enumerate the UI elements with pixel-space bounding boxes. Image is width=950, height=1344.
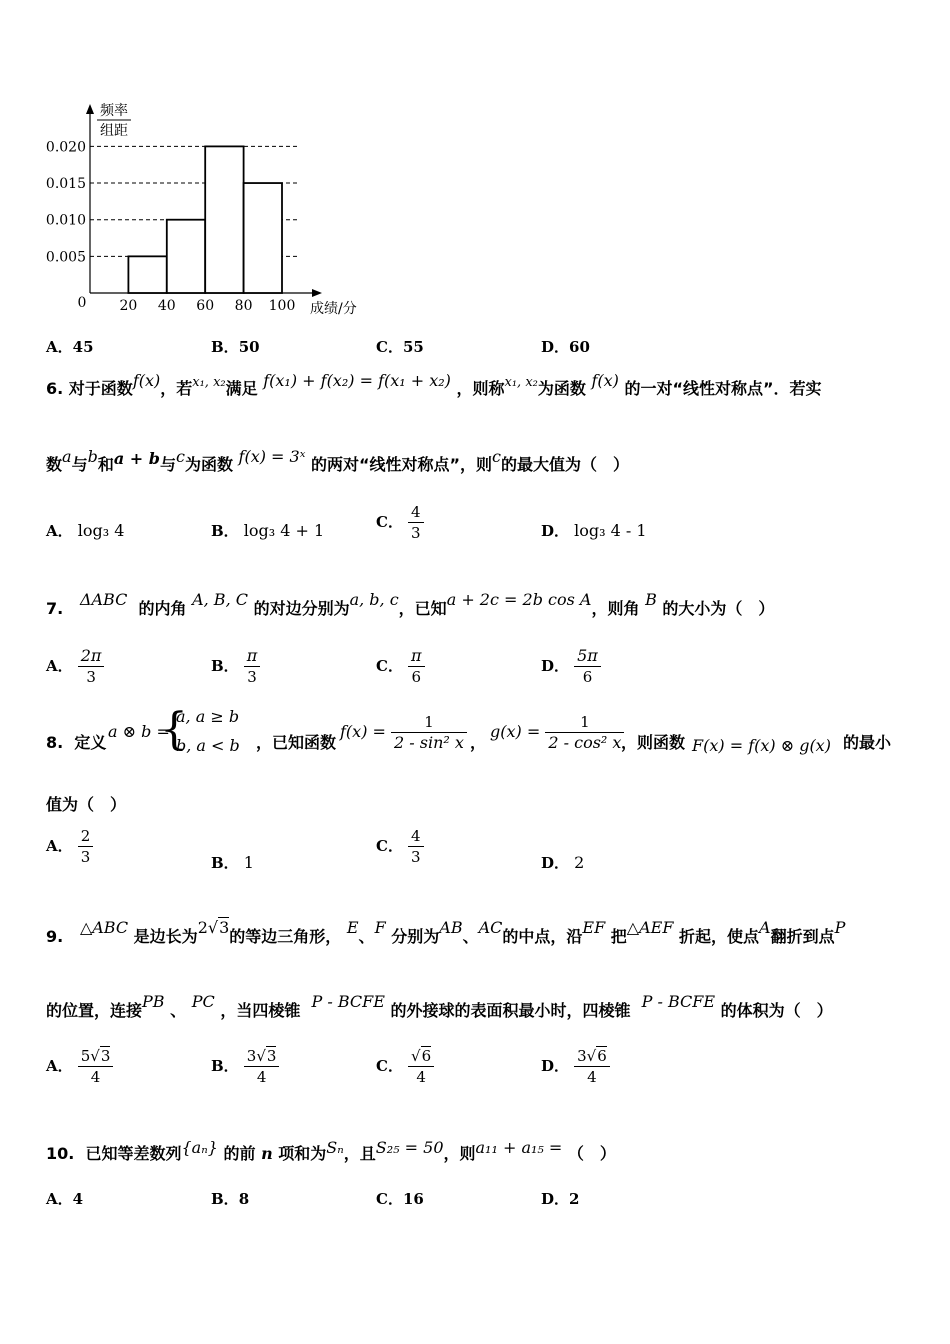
x-axis-label: 成绩/分 (310, 301, 357, 317)
q7-stem: 7. ΔABC 的内角 A, B, C 的对边分别为a, b, c，已知a + 2c = 2b cos A，则角 B 的大小为（ ） (46, 590, 775, 618)
q10-stem: 10. 已知等差数列{aₙ} 的前 n 项和为Sₙ，且S₂₅ = 50，则a₁₁ + a₁₅ = （ ） (46, 1138, 616, 1163)
x-tick-label: 80 (234, 298, 253, 314)
q8-g-def: g(x) = $\frac{1}{\text{2 - cos² x}}$ (490, 712, 624, 753)
x-tick-label: 40 (157, 298, 176, 314)
q9-option-b: B． $\frac{3√3}{4}$ (211, 1046, 279, 1087)
q6-line1: 6. 对于函数f(x)，若$^{x_1, x_2}$满足 f(x₁) + f(x₂) = f(x₁ + x₂) ，则称$^{x_1, x_2}$为函数 f(x) 的一对“线性对称点”．若实 (46, 371, 822, 398)
q8-brace: { (160, 704, 188, 755)
q5-option-d: D．60 (541, 338, 590, 356)
q5-option-a: A．45 (46, 338, 94, 356)
q7-option-c: C． $\frac{\pi}{6}$ (376, 646, 425, 687)
q8-case1: a, a ≥ b (176, 707, 240, 726)
q6-option-d: D． log₃ 4 - 1 (541, 521, 647, 540)
x-tick-label: 60 (196, 298, 215, 314)
origin-label: 0 (77, 295, 87, 311)
q8-option-d: D． 2 (541, 853, 585, 872)
q10-option-b: B．8 (211, 1190, 250, 1208)
y-label-top: 频率 (100, 103, 128, 119)
q8-option-a: A． $\frac{2}{3}$ (46, 826, 93, 867)
q8-case2: b, a < b (176, 736, 240, 755)
q10-option-c: C．16 (376, 1190, 424, 1208)
q9-option-a: A． $\frac{5√3}{4}$ (46, 1046, 113, 1087)
y-tick-label: 0.020 (45, 139, 86, 156)
q10-option-d: D．2 (541, 1190, 580, 1208)
histogram-bar (244, 183, 282, 293)
q9-option-c: C． $\frac{√6}{4}$ (376, 1046, 434, 1087)
x-axis-arrow (312, 289, 322, 297)
x-tick-label: 100 (268, 298, 296, 314)
q8-def: a ⊗ b = (108, 722, 170, 741)
q8-label: 8. 定义 (46, 733, 107, 752)
q8-comma: ， (470, 733, 487, 752)
q5-option-b: B．50 (211, 338, 260, 356)
q6-line2: 数a与b和a + b与c为函数 f(x) = 3ˣ 的两对“线性对称点”，则c的最大值为（ ） (46, 447, 630, 474)
y-label-bottom: 组距 (100, 123, 128, 139)
q8-t4: 的最小 (843, 733, 892, 752)
q8-t2: ，已知函数 (256, 733, 337, 752)
q8-F-def: F(x) = f(x) ⊗ g(x) (692, 736, 831, 755)
y-tick-label: 0.005 (45, 249, 86, 266)
q8-t3: ，则函数 (621, 733, 686, 752)
q6-option-b: B． log₃ 4 + 1 (211, 521, 325, 540)
y-tick-label: 0.015 (45, 176, 86, 193)
histogram-bar (205, 146, 243, 293)
histogram-chart (0, 0, 400, 330)
q9-line1: 9. △ABC 是边长为2√3的等边三角形， E、F 分别为AB、AC的中点，沿EF 把△AEF 折起，使点A翻折到点P (46, 918, 846, 946)
q9-option-d: D． $\frac{3√6}{4}$ (541, 1046, 610, 1087)
q8-option-b: B． 1 (211, 853, 254, 872)
q10-option-a: A．4 (46, 1190, 84, 1208)
q7-option-d: D． $\frac{5\pi}{6}$ (541, 646, 601, 687)
q6-option-c: C． $\frac{4}{3}$ (376, 502, 424, 543)
histogram-bar (128, 256, 166, 293)
q7-option-a: A． $\frac{2\pi}{3}$ (46, 646, 104, 687)
q9-line2: 的位置，连接PB 、 PC ，当四棱锥 P - BCFE 的外接球的表面积最小时，四棱锥 P - BCFE 的体积为（ ） (46, 992, 833, 1020)
x-tick-label: 20 (119, 298, 138, 314)
q8-option-c: C． $\frac{4}{3}$ (376, 826, 424, 867)
q6-option-a: A． log₃ 4 (46, 521, 125, 540)
histogram-bar (167, 220, 205, 293)
y-axis-arrow (86, 104, 94, 114)
q8-f-def: f(x) = $\frac{1}{\text{2 - sin² x}}$ (340, 712, 467, 753)
q7-option-b: B． $\frac{\pi}{3}$ (211, 646, 260, 687)
y-tick-label: 0.010 (45, 212, 86, 229)
q8-t5: 值为（ ） (46, 795, 127, 814)
q5-option-c: C．55 (376, 338, 424, 356)
